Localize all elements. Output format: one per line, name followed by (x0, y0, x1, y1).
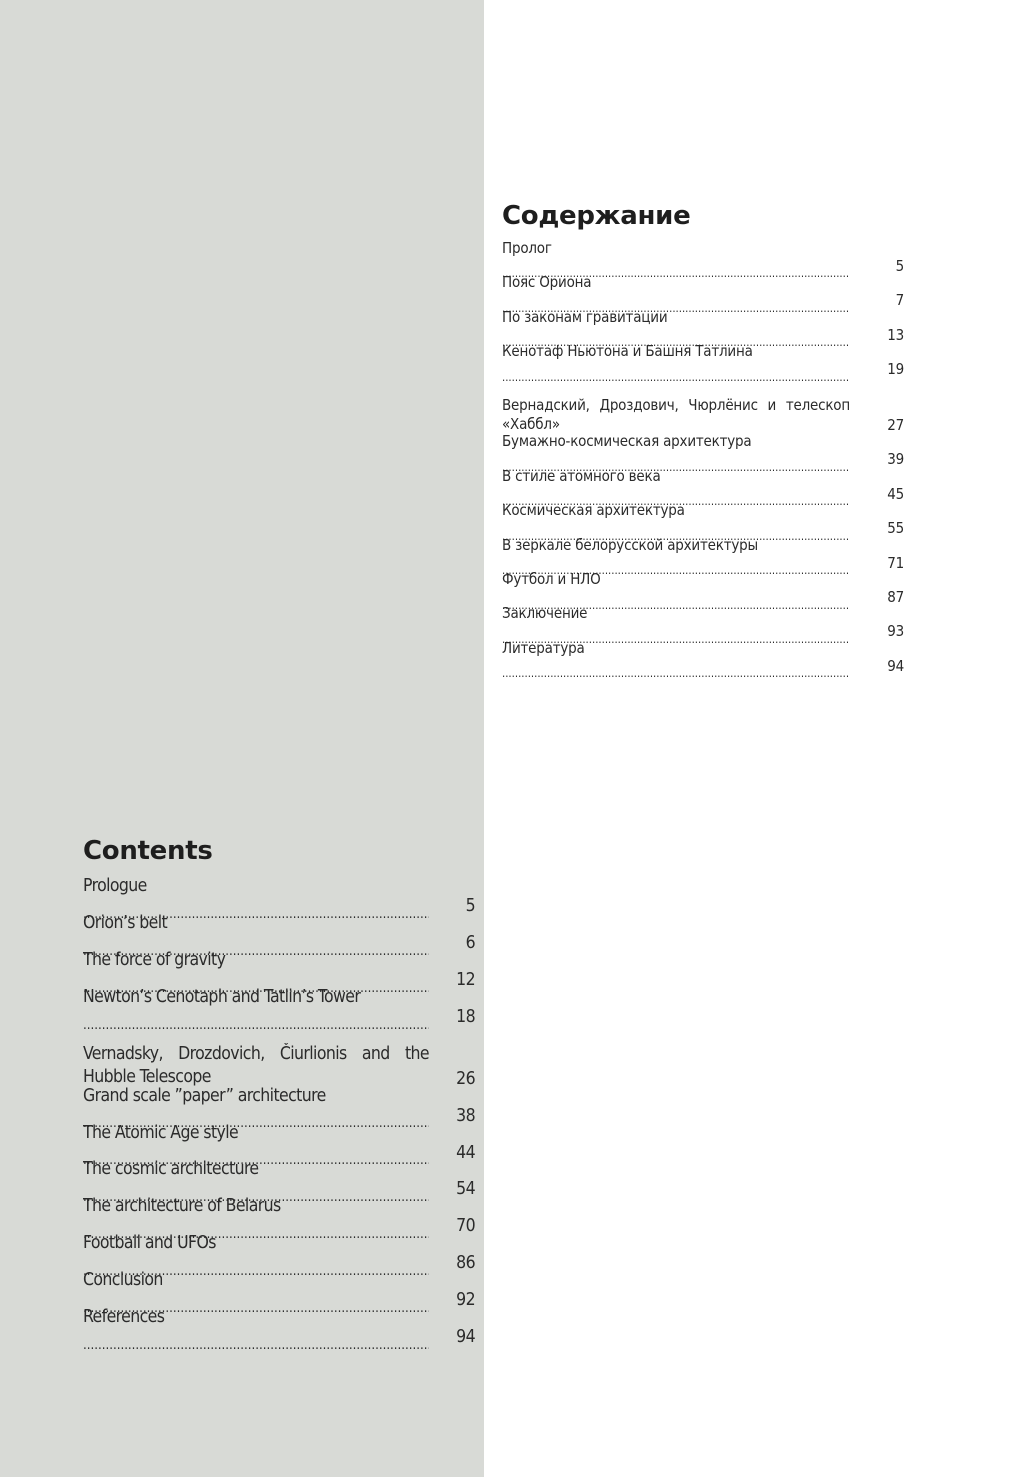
toc-entry-page: 70 (456, 1216, 475, 1237)
toc-entry-page: 55 (887, 519, 904, 538)
toc-entry-label: Orion’s belt (83, 913, 168, 934)
toc-entry-page: 5 (465, 896, 475, 917)
toc-entry-page: 45 (887, 484, 904, 503)
toc-entry-label: Футбол и НЛО (502, 570, 601, 589)
toc-entry-page: 94 (887, 656, 904, 675)
toc-entry-page: 93 (887, 622, 904, 641)
toc-entry-label: Пояс Ориона (502, 273, 592, 292)
toc-russian (502, 198, 904, 681)
toc-entry-label: Вернадский, Дроздович, Чюрлёнис и телескоп «Хаббл» (502, 395, 850, 434)
toc-entry[interactable] (83, 1307, 475, 1354)
toc-entry-label: В стиле атомного века (502, 466, 661, 485)
toc-entry-page: 94 (456, 1327, 475, 1348)
toc-entry-label: Заключение (502, 604, 588, 623)
toc-entry-page: 18 (456, 1006, 475, 1027)
toc-entry[interactable] (502, 638, 904, 681)
toc-entry[interactable] (83, 986, 475, 1034)
toc-entry-page: 44 (456, 1142, 475, 1163)
toc-entry-label: The force of gravity (83, 949, 226, 970)
toc-entry-label: Newton’s Cenotaph and Tatlin’s Tower (83, 986, 361, 1007)
toc-english (83, 833, 475, 1354)
toc-entry-label: Vernadsky, Drozdovich, Čiurlionis and the Hubble Telescope (83, 1044, 429, 1087)
toc-entry-label: Пролог (502, 238, 552, 257)
toc-entry-label: The Atomic Age style (83, 1122, 239, 1143)
toc-entry-label: Conclusion (83, 1270, 163, 1291)
toc-entry-label: По законам гравитации (502, 307, 668, 326)
toc-russian-list (502, 238, 904, 681)
toc-russian-title: Содержание (502, 201, 691, 231)
toc-entry-page: 86 (456, 1253, 475, 1274)
toc-entry-page: 27 (887, 416, 904, 435)
toc-entry-label: References (83, 1307, 165, 1328)
toc-entry-label: The cosmic architecture (83, 1159, 259, 1180)
toc-entry-page: 71 (887, 553, 904, 572)
toc-entry-label: Football and UFOs (83, 1233, 216, 1254)
toc-entry-label: Кенотаф Ньютона и Башня Татлина (502, 342, 753, 361)
toc-entry-label: Prologue (83, 876, 147, 897)
toc-entry-page: 19 (887, 360, 904, 379)
toc-entry-label: Бумажно-космическая архитектура (502, 432, 752, 451)
toc-entry-page: 13 (887, 325, 904, 344)
toc-entry-page: 7 (895, 291, 904, 310)
toc-entry-page: 92 (456, 1290, 475, 1311)
toc-entry-page: 39 (887, 450, 904, 469)
toc-entry-page: 54 (456, 1179, 475, 1200)
toc-entry-page: 26 (456, 1068, 475, 1089)
toc-entry-label: Космическая архитектура (502, 501, 685, 520)
toc-entry-page: 38 (456, 1105, 475, 1126)
toc-entry-label: The architecture of Belarus (83, 1196, 281, 1217)
toc-entry-page: 6 (465, 933, 475, 954)
toc-entry-page: 5 (895, 256, 904, 275)
toc-english-title: Contents (83, 836, 213, 866)
toc-entry-label: Grand scale ”paper” architecture (83, 1085, 326, 1106)
toc-english-list (83, 876, 475, 1354)
toc-entry-label: В зеркале белорусской архитектуры (502, 535, 758, 554)
toc-entry-label: Литература (502, 638, 585, 657)
toc-entry-page: 12 (456, 969, 475, 990)
toc-entry-page: 87 (887, 588, 904, 607)
toc-entry[interactable] (502, 342, 904, 384)
